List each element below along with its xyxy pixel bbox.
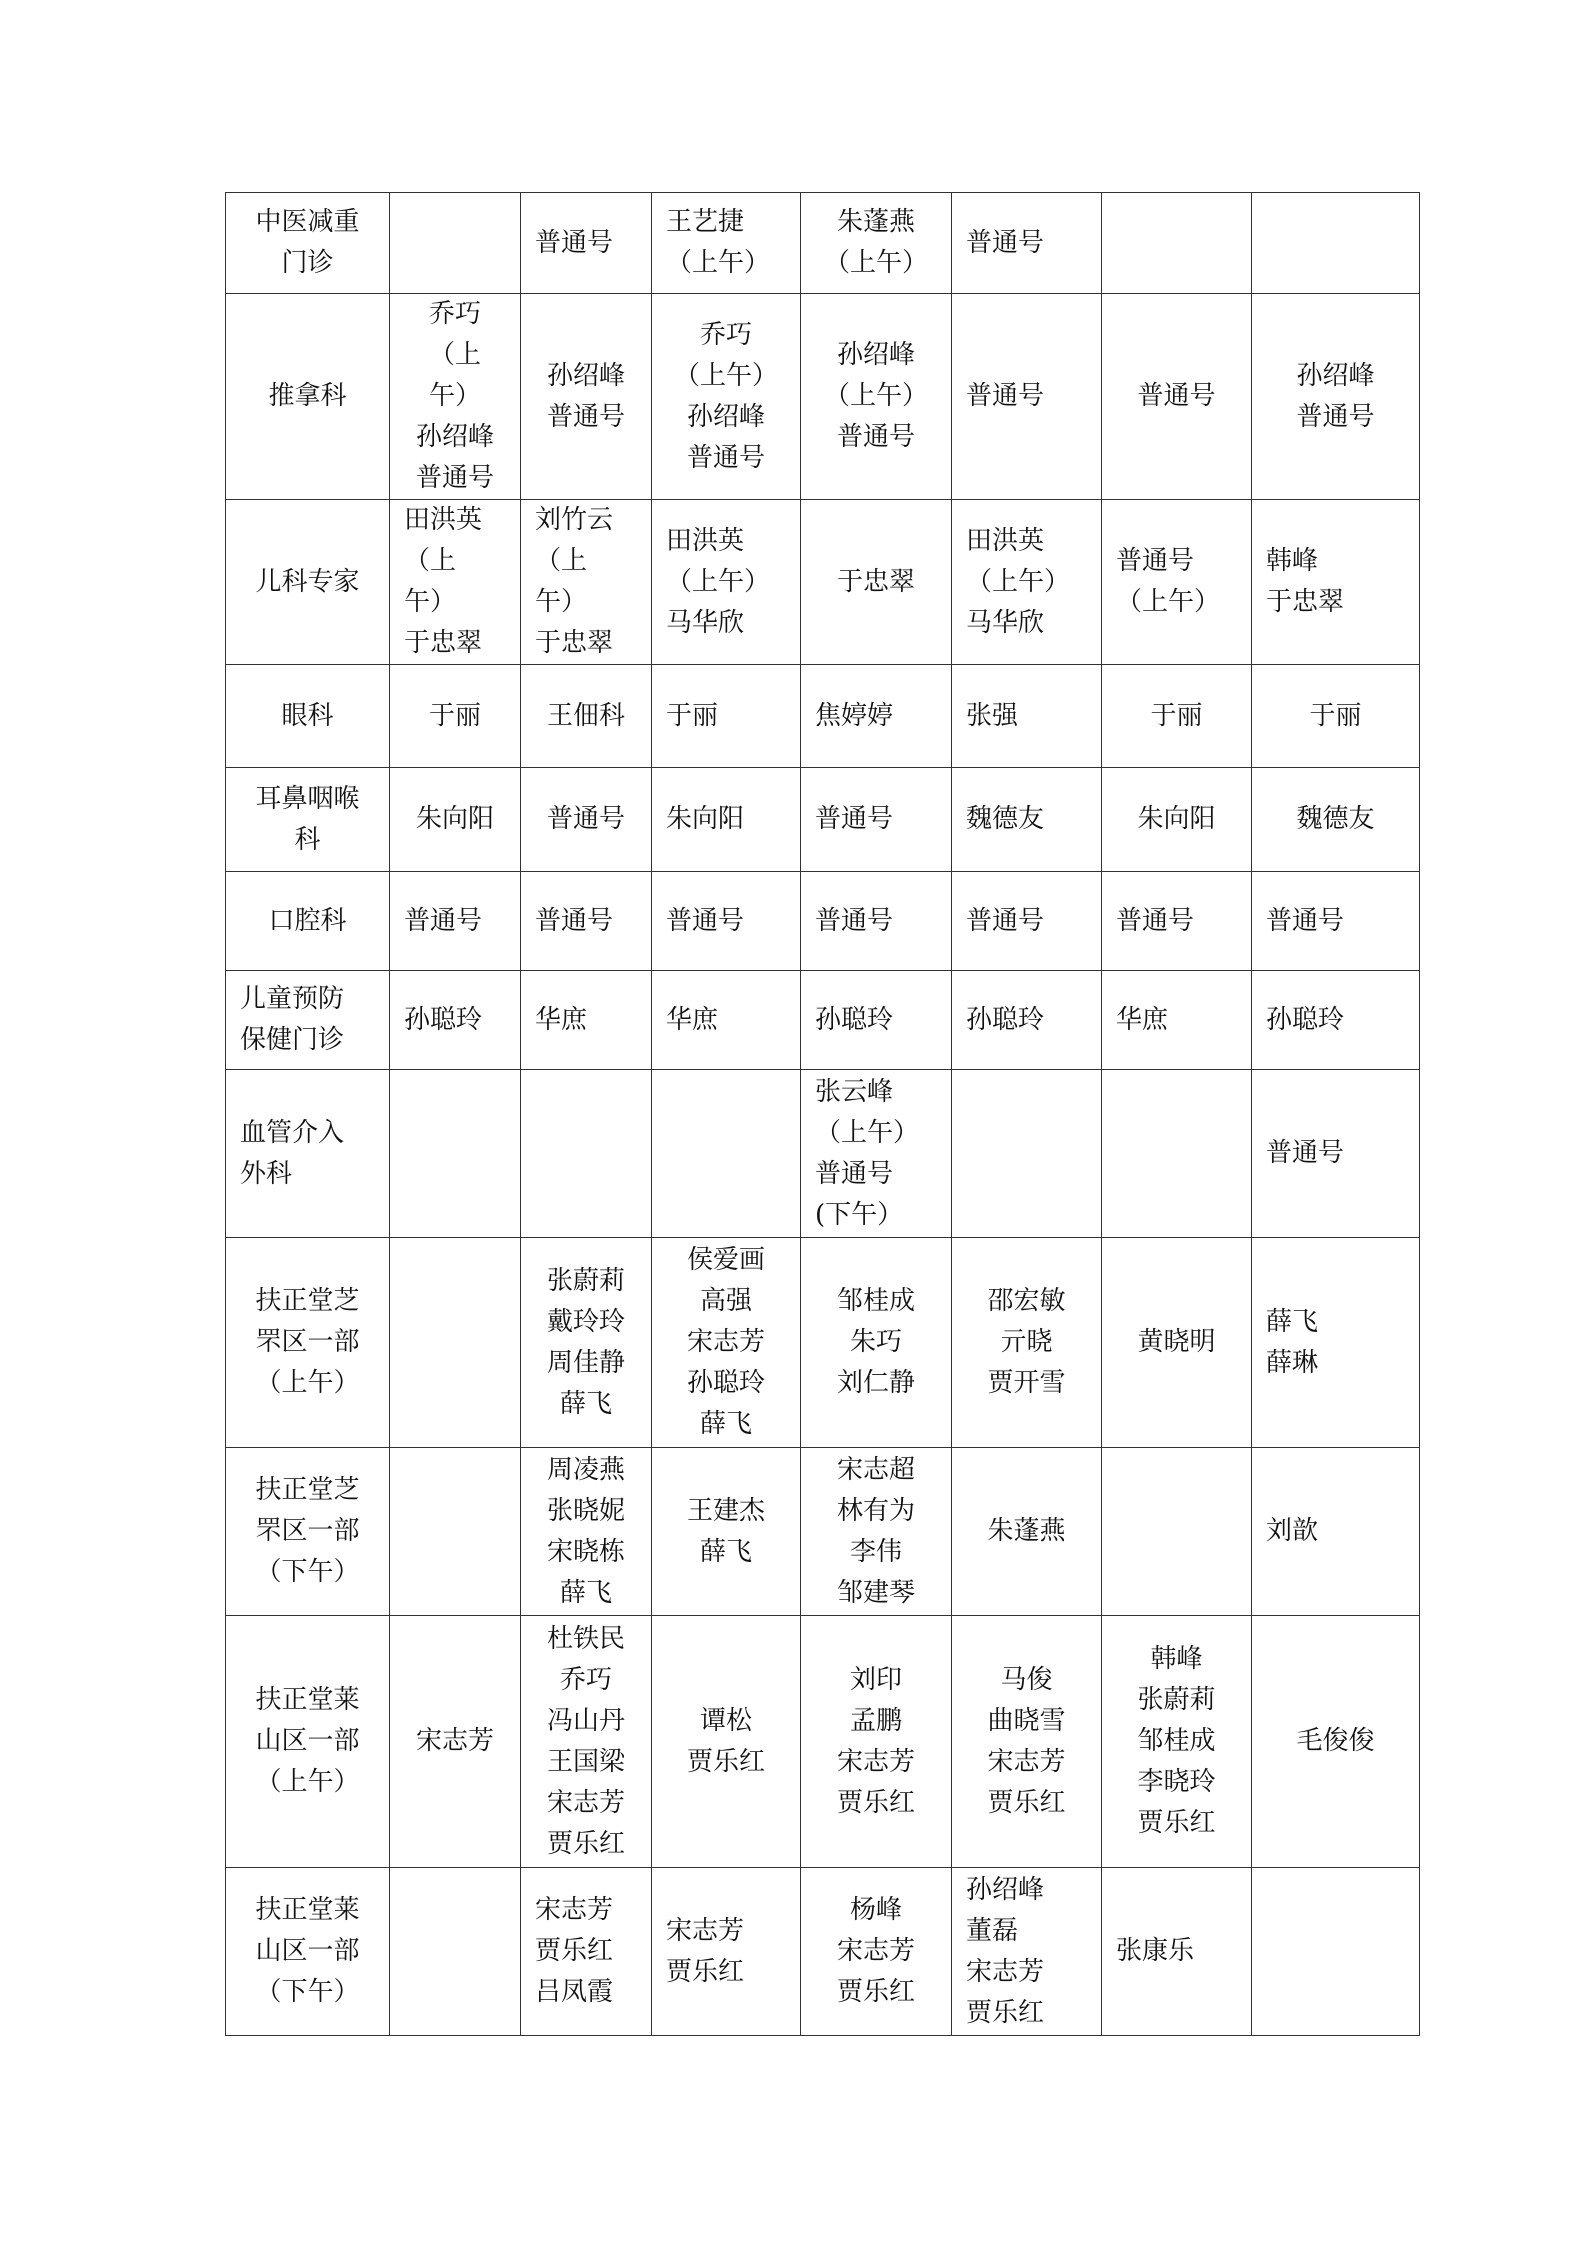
schedule-cell: 杨峰 宋志芳 贾乐红 (801, 1868, 952, 2036)
schedule-cell: 黄晓明 (1102, 1238, 1252, 1448)
schedule-cell: 杜铁民 乔巧 冯山丹 王国梁 宋志芳 贾乐红 (521, 1616, 652, 1868)
schedule-cell: 普通号 (652, 872, 801, 971)
schedule-cell: 普通号 (1252, 872, 1420, 971)
schedule-cell (1252, 1868, 1420, 2036)
schedule-cell: 魏德友 (952, 768, 1102, 872)
schedule-cell: 普通号 (801, 872, 952, 971)
schedule-cell: 王佃科 (521, 665, 652, 768)
schedule-cell (390, 1070, 521, 1238)
schedule-cell: 朱向阳 (1102, 768, 1252, 872)
schedule-cell (652, 1070, 801, 1238)
schedule-cell: 焦婷婷 (801, 665, 952, 768)
table-row (226, 193, 1420, 294)
department-name: 血管介入 外科 (226, 1070, 390, 1238)
schedule-cell: 普通号 (801, 768, 952, 872)
schedule-cell: 普通号 (1102, 872, 1252, 971)
department-name: 儿童预防 保健门诊 (226, 971, 390, 1070)
schedule-table (225, 192, 1420, 2036)
schedule-cell: 乔巧 （上午） 孙绍峰 普通号 (652, 294, 801, 500)
schedule-cell: 乔巧 （上午） 孙绍峰 普通号 (390, 294, 521, 500)
schedule-cell: 普通号 (1102, 294, 1252, 500)
schedule-cell: 张强 (952, 665, 1102, 768)
schedule-cell: 宋志芳 贾乐红 吕凤霞 (521, 1868, 652, 2036)
schedule-cell: 谭松 贾乐红 (652, 1616, 801, 1868)
schedule-cell: 于丽 (390, 665, 521, 768)
schedule-cell: 孙绍峰 普通号 (521, 294, 652, 500)
schedule-cell (1102, 1448, 1252, 1616)
schedule-cell: 普通号 (521, 768, 652, 872)
schedule-cell (390, 1238, 521, 1448)
schedule-cell: 华庶 (521, 971, 652, 1070)
schedule-cell (1102, 1070, 1252, 1238)
schedule-cell: 普通号 (390, 872, 521, 971)
table-row (226, 665, 1420, 768)
schedule-cell: 魏德友 (1252, 768, 1420, 872)
schedule-cell: 刘印 孟鹏 宋志芳 贾乐红 (801, 1616, 952, 1868)
department-name: 扶正堂莱 山区一部 （上午） (226, 1616, 390, 1868)
table-row (226, 1448, 1420, 1616)
schedule-cell: 田洪英 （上午） 马华欣 (952, 500, 1102, 665)
department-name: 口腔科 (226, 872, 390, 971)
department-name: 扶正堂莱 山区一部 （下午） (226, 1868, 390, 2036)
schedule-cell: 邵宏敏 亓晓 贾开雪 (952, 1238, 1102, 1448)
schedule-cell: 孙绍峰 （上午） 普通号 (801, 294, 952, 500)
schedule-cell: 朱蓬燕 （上午） (801, 193, 952, 294)
department-name: 扶正堂芝 罘区一部 （上午） (226, 1238, 390, 1448)
schedule-cell: 普通号 (952, 294, 1102, 500)
schedule-cell: 王建杰 薛飞 (652, 1448, 801, 1616)
department-name: 儿科专家 (226, 500, 390, 665)
schedule-cell: 邹桂成 朱巧 刘仁静 (801, 1238, 952, 1448)
schedule-cell (1252, 193, 1420, 294)
schedule-cell (390, 193, 521, 294)
schedule-cell: 于忠翠 (801, 500, 952, 665)
schedule-cell: 张康乐 (1102, 1868, 1252, 2036)
schedule-cell: 于丽 (1252, 665, 1420, 768)
schedule-cell: 普通号 (521, 193, 652, 294)
schedule-cell: 宋志芳 贾乐红 (652, 1868, 801, 2036)
department-name: 扶正堂芝 罘区一部 （下午） (226, 1448, 390, 1616)
schedule-cell: 韩峰 张蔚莉 邹桂成 李晓玲 贾乐红 (1102, 1616, 1252, 1868)
schedule-cell: 孙绍峰 普通号 (1252, 294, 1420, 500)
schedule-cell: 王艺捷 （上午） (652, 193, 801, 294)
schedule-cell: 薛飞 薛琳 (1252, 1238, 1420, 1448)
schedule-cell (952, 1070, 1102, 1238)
schedule-cell (1102, 193, 1252, 294)
schedule-cell: 刘歆 (1252, 1448, 1420, 1616)
schedule-cell: 于丽 (652, 665, 801, 768)
schedule-cell: 普通号 (952, 193, 1102, 294)
schedule-cell: 田洪英 （上午） 于忠翠 (390, 500, 521, 665)
schedule-cell: 朱向阳 (390, 768, 521, 872)
schedule-cell (521, 1070, 652, 1238)
schedule-cell: 普通号 (521, 872, 652, 971)
schedule-cell: 孙绍峰 董磊 宋志芳 贾乐红 (952, 1868, 1102, 2036)
schedule-cell: 刘竹云 （上午） 于忠翠 (521, 500, 652, 665)
schedule-cell: 孙聪玲 (952, 971, 1102, 1070)
schedule-cell: 韩峰 于忠翠 (1252, 500, 1420, 665)
schedule-cell: 周凌燕 张晓妮 宋晓栋 薛飞 (521, 1448, 652, 1616)
table-row (226, 1070, 1420, 1238)
schedule-cell: 宋志超 林有为 李伟 邹建琴 (801, 1448, 952, 1616)
department-name: 耳鼻咽喉 科 (226, 768, 390, 872)
schedule-cell: 田洪英 （上午） 马华欣 (652, 500, 801, 665)
schedule-cell (390, 1448, 521, 1616)
schedule-cell: 张云峰 （上午） 普通号 (下午） (801, 1070, 952, 1238)
schedule-cell: 孙聪玲 (801, 971, 952, 1070)
table-row (226, 971, 1420, 1070)
schedule-cell: 普通号 (1252, 1070, 1420, 1238)
schedule-cell: 张蔚莉 戴玲玲 周佳静 薛飞 (521, 1238, 652, 1448)
department-name: 中医减重 门诊 (226, 193, 390, 294)
schedule-cell: 朱向阳 (652, 768, 801, 872)
schedule-cell: 华庶 (1102, 971, 1252, 1070)
schedule-cell: 孙聪玲 (390, 971, 521, 1070)
schedule-cell: 于丽 (1102, 665, 1252, 768)
table-row (226, 1868, 1420, 2036)
table-row (226, 294, 1420, 500)
schedule-cell: 马俊 曲晓雪 宋志芳 贾乐红 (952, 1616, 1102, 1868)
schedule-cell: 毛俊俊 (1252, 1616, 1420, 1868)
table-row (226, 500, 1420, 665)
table-row (226, 1616, 1420, 1868)
schedule-cell: 华庶 (652, 971, 801, 1070)
department-name: 眼科 (226, 665, 390, 768)
schedule-cell: 朱蓬燕 (952, 1448, 1102, 1616)
schedule-cell: 宋志芳 (390, 1616, 521, 1868)
table-row (226, 1238, 1420, 1448)
department-name: 推拿科 (226, 294, 390, 500)
table-row (226, 768, 1420, 872)
schedule-cell: 孙聪玲 (1252, 971, 1420, 1070)
schedule-cell: 普通号 (952, 872, 1102, 971)
schedule-cell: 侯爱画 高强 宋志芳 孙聪玲 薛飞 (652, 1238, 801, 1448)
schedule-cell (390, 1868, 521, 2036)
table-row (226, 872, 1420, 971)
schedule-cell: 普通号 （上午） (1102, 500, 1252, 665)
